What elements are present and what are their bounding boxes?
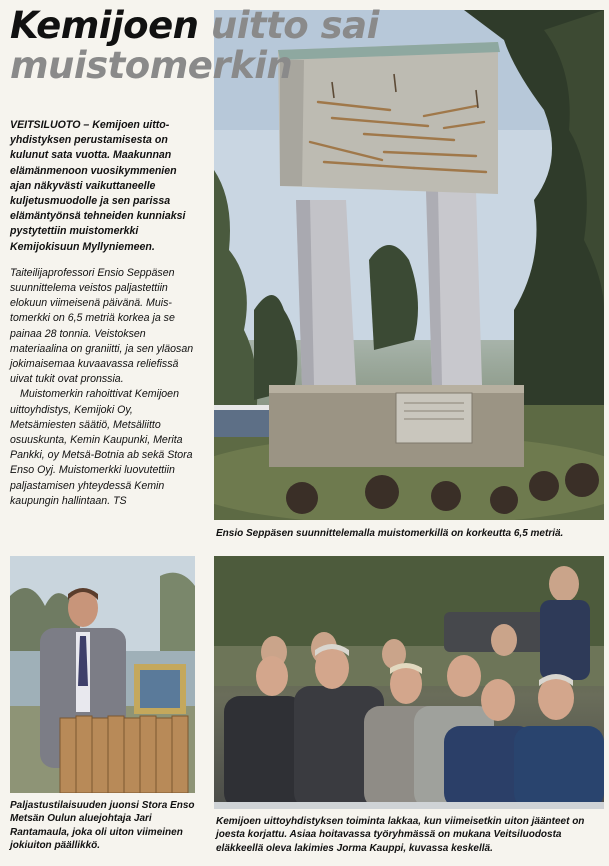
headline-part-3: muistomerkin xyxy=(10,44,293,87)
article-paragraph-2: Muistomerkin rahoittivat Kemijoen uittoyhdistys, Kemijoki Oy, Metsämiesten säätiö, Metsäliitto osuuskunta, Kemin Kaupunki, Merita Pankki, oy Metsä-Botnia ab sekä Stora Enso Oyj. Muistomerkki luovutettiin paljastamisen yhteydessä Kemin kaupungin hallintaan. TS xyxy=(10,388,193,507)
audience-photo xyxy=(214,556,604,809)
article-text xyxy=(10,118,198,509)
audience-photo-illustration xyxy=(214,556,604,809)
caption-main: Ensio Seppäsen suunnittelemalla muistomerkillä on korkeutta 6,5 metriä. xyxy=(216,528,564,539)
article-paragraph-1: Taiteilijaprofessori Ensio Seppäsen suunnittelema veistos paljastettiin elokuun viimeisenä päivänä. Muistomerkki on 6,5 metriä korkea ja se painaa 28 tonnia. Veistoksen materiaalina on graniitti, ja sen yläosan jokimaisemaa kuvaavassa reliefissä uivat tukit ovat pronssia. xyxy=(10,266,194,386)
headline-part-2: uitto sai xyxy=(210,4,379,47)
article-lead: VEITSILUOTO – Kemijoen uittoyhdistyksen perustamisesta on kulunut sata vuotta. Maakunnan elämänmenoon vuosikymmenien ajan näkyvästi vaikuttaneelle kuljetusmuodolle ja sen parissa elämäntyönsä tehneiden kunniaksi pystytettiin muistomerkki Kemijokisuun Myllyniemeen. xyxy=(10,119,186,253)
article-body xyxy=(10,266,198,509)
speaker-photo-illustration xyxy=(10,556,195,793)
speaker-photo xyxy=(10,556,195,793)
caption-audience: Kemijoen uittoyhdistyksen toiminta lakkaa, kun viimeisetkin uiton jäänteet on joesta korjattu. Asiaa hoitavassa työryhmässä on mukana Veitsiluodosta eläkkeellä oleva lakimies Jorma Kauppi, kuvassa keskellä. xyxy=(216,816,585,854)
headline-part-1: Kemijoen xyxy=(10,4,199,47)
headline xyxy=(10,6,430,86)
caption-person: Paljastustilaisuuden juonsi Stora Enso Metsän Oulun aluejohtaja Jari Rantamaula, joka oli uiton viimeinen jokiuiton päällikkö. xyxy=(10,800,195,852)
